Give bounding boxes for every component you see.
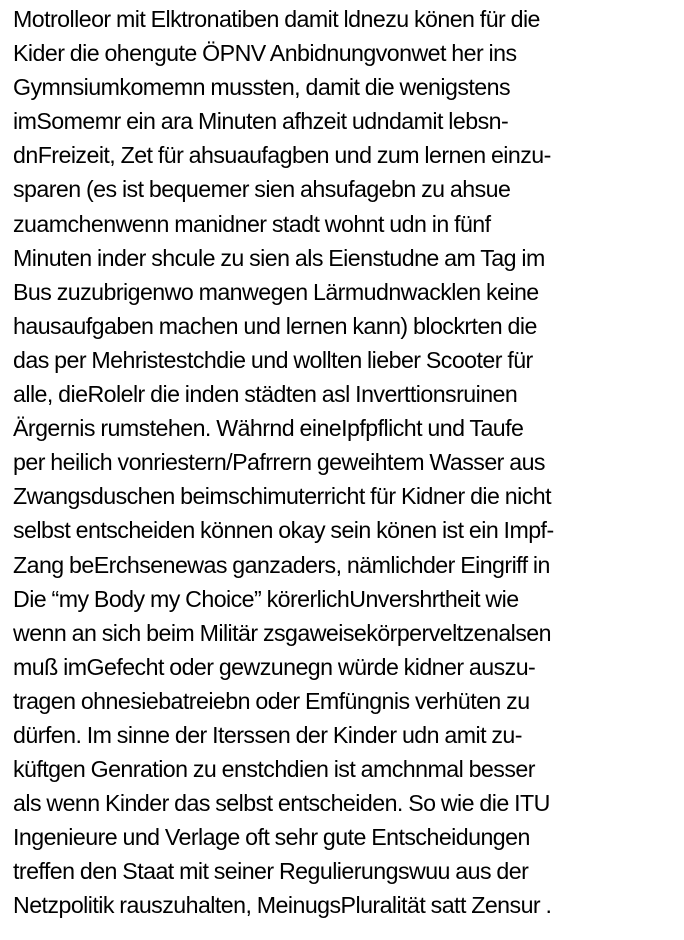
body-text xyxy=(13,2,681,923)
text-line: das per Mehristestchdie und wollten lieber Scooter für xyxy=(13,346,533,373)
text-line: wenn an sich beim Militär zsgaweisekörperveltzenalsen xyxy=(13,619,551,646)
text-line: alle, dieRolelr die inden städten asl Inverttionsruinen xyxy=(13,381,518,408)
text-line: zuamchenwenn manidner stadt wohnt udn in fünf xyxy=(13,210,491,237)
text-line: tragen ohnesiebatreiebn oder Emfüngnis verhüten zu xyxy=(13,687,530,714)
text-line: imSomemr ein ara Minuten afhzeit udndamit lebsn- xyxy=(13,108,509,135)
text-line: Zwangsduschen beimschimuterricht für Kidner die nicht xyxy=(13,483,551,510)
text-line: treffen den Staat mit seiner Regulierungswuu aus der xyxy=(13,858,529,885)
text-line: hausaufgaben machen und lernen kann) blockrten die xyxy=(13,312,537,339)
text-line: Bus zuzubrigenwo manwegen Lärmudnwacklen keine xyxy=(13,278,539,305)
text-line: muß imGefecht oder gewzunegn würde kidner auszu- xyxy=(13,653,536,680)
text-line: Zang beErchsenewas ganzaders, nämlichder Eingriff in xyxy=(13,551,550,578)
text-line: Gymnsiumkomemn mussten, damit die wenigstens xyxy=(13,74,511,101)
text-line: selbst entscheiden können okay sein könen ist ein Impf- xyxy=(13,517,554,544)
text-line: Ingenieure und Verlage oft sehr gute Entscheidungen xyxy=(13,824,530,851)
text-line: Motrolleor mit Elktronatiben damit ldnezu könen für die xyxy=(13,6,540,32)
text-line: per heilich vonriestern/Pafrrern geweihtem Wasser aus xyxy=(13,449,545,476)
text-line: Ärgernis rumstehen. Währnd eineIpfpflicht und Taufe xyxy=(13,415,524,442)
text-line: Die “my Body my Choice” körerlichUnvershrtheit wie xyxy=(13,585,519,612)
text-line: sparen (es ist bequemer sien ahsufagebn zu ahsue xyxy=(13,176,511,203)
text-line: dürfen. Im sinne der Iterssen der Kinder udn amit zu- xyxy=(13,721,522,748)
text-line: Minuten inder shcule zu sien als Eienstudne am Tag im xyxy=(13,244,545,271)
text-line: küftgen Genration zu enstchdien ist amchnmal besser xyxy=(13,756,535,783)
text-line: als wenn Kinder das selbst entscheiden. So wie die ITU xyxy=(13,790,550,817)
text-line: Netzpolitik rauszuhalten, MeinugsPluralität satt Zensur . xyxy=(13,892,552,919)
text-line: Kider die ohengute ÖPNV Anbidnungvonwet her ins xyxy=(13,40,517,67)
text-line: dnFreizeit, Zet für ahsuaufagben und zum lernen einzu- xyxy=(13,142,551,169)
